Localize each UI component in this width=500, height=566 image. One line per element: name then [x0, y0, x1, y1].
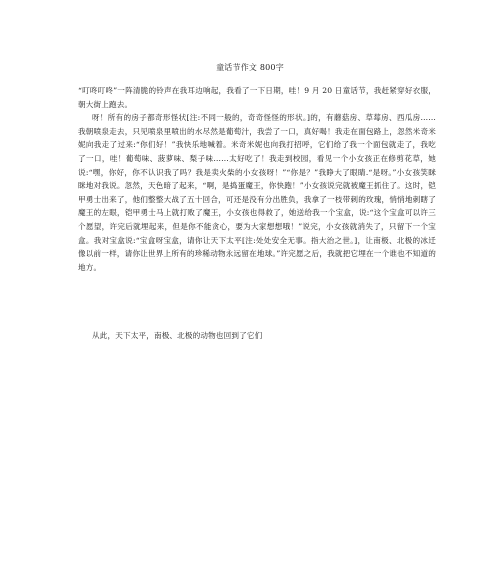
paragraph-1: “叮咚叮咚”一阵清脆的铃声在我耳边响起，我看了一下日期，哇！9 月 20 日童话节，我赶紧穿好衣服，朝大街上跑去。	[78, 86, 436, 109]
document-body	[78, 84, 436, 274]
closing-paragraph: 从此，天下太平，南极、北极的动物也回到了它们	[92, 331, 263, 340]
paragraph-2: 呀！所有的房子都奇形怪状[注:不同一般的，奇奇怪怪的形状。]的，有蘑菇房、草莓房、西瓜房……我朝喷泉走去，只见喷泉里喷出的水尽然是葡萄汁，我尝了一口，真好喝！我走在面包路上，忽然米奇米妮向我走了过来:“你们好！”我快乐地喊着。米奇米妮也向我打招呼，它们给了我一个面包就走了，我吃了一口，哇！葡萄味、菠萝味、梨子味……太好吃了！我走到校园，看见一个小女孩正在修剪花草，她说:“嘿，你好，你不认识我了吗？我是卖火柴的小女孩呀！”“你是？”我睁大了眼睛.“是呀。”小女孩笑眯眯地对我说。忽然，天色暗了起来，“啊，是捣蛋魔王，你快跑！”小女孩说完就被魔王抓住了。这时，铠甲勇士出来了，他们整整大战了五十回合，可还是没有分出胜负，我拿了一枝带刺的玫瑰，悄悄地刺瞎了魔王的左眼，铠甲勇士马上就打败了魔王，小女孩也得救了，她送给我一个宝盒，说:“这个宝盒可以许三个愿望，许完后就埋起来，但是你不能贪心，要为大家想想哦！”说完，小女孩就消失了，只留下一个宝盒。我对宝盒说:“宝盒呀宝盒，请你让天下太平[注:处处安全无事。指大治之世。]，让南极、北极的冰迁像以前一样，请你让世界上所有的珍稀动物永远留在地球。”许完愿之后，我就把它埋在一个谁也不知道的地方。	[78, 113, 436, 272]
document-title: 童话节作文 800字	[216, 63, 284, 72]
